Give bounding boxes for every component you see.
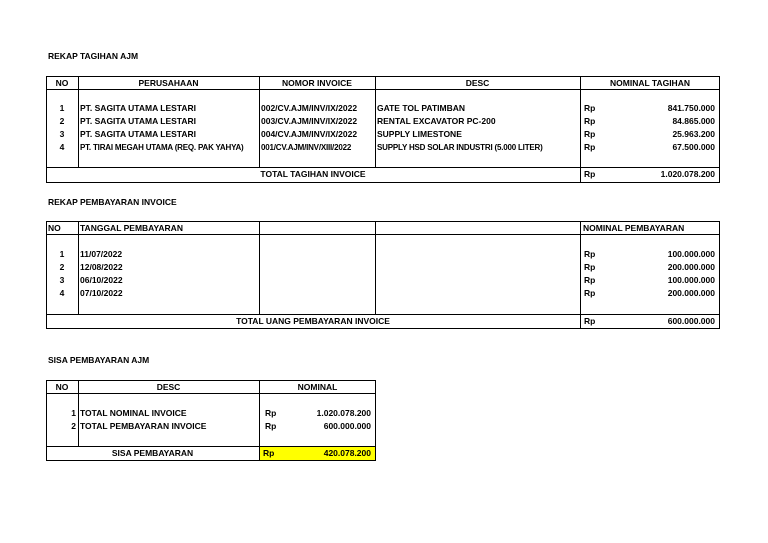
- header-nominal: NOMINAL: [297, 382, 338, 392]
- row-currency: Rp: [265, 408, 277, 418]
- row-no: 3: [59, 275, 65, 285]
- row-amount: 200.000.000: [667, 262, 715, 272]
- section3-title: SISA PEMBAYARAN AJM: [48, 355, 150, 365]
- row-desc: RENTAL EXCAVATOR PC-200: [377, 116, 496, 126]
- header-desc: DESC: [156, 382, 181, 392]
- row-amount: 200.000.000: [667, 288, 715, 298]
- row-perusahaan: PT. SAGITA UTAMA LESTARI: [80, 129, 197, 139]
- row-tanggal: 06/10/2022: [80, 275, 123, 285]
- header-no: NO: [55, 382, 69, 392]
- row-currency: Rp: [584, 249, 596, 259]
- row-invoice: 002/CV.AJM/INV/IX/2022: [261, 103, 358, 113]
- row-currency: Rp: [584, 142, 596, 152]
- row-no: 1: [71, 408, 76, 418]
- total-pembayaran-currency: Rp: [584, 316, 596, 326]
- sisa-pembayaran-label: SISA PEMBAYARAN: [111, 448, 194, 458]
- row-no: 2: [59, 262, 65, 272]
- row-currency: Rp: [584, 103, 596, 113]
- row-amount: 84.865.000: [672, 116, 715, 126]
- row-invoice: 004/CV.AJM/INV/IX/2022: [261, 129, 358, 139]
- header-nominal-pembayaran: NOMINAL PEMBAYARAN: [583, 223, 685, 233]
- row-amount: 100.000.000: [667, 275, 715, 285]
- row-desc: SUPPLY LIMESTONE: [377, 129, 462, 139]
- row-perusahaan: PT. TIRAI MEGAH UTAMA (REQ. PAK YAHYA): [80, 143, 244, 152]
- row-desc: TOTAL PEMBAYARAN INVOICE: [80, 421, 207, 431]
- row-amount: 100.000.000: [667, 249, 715, 259]
- total-tagihan-currency: Rp: [584, 169, 596, 179]
- row-amount: 600.000.000: [323, 421, 371, 431]
- row-currency: Rp: [584, 129, 596, 139]
- section2-title: REKAP PEMBAYARAN INVOICE: [48, 197, 177, 207]
- total-tagihan-label: TOTAL TAGIHAN INVOICE: [260, 169, 366, 179]
- total-tagihan-amount: 1.020.078.200: [660, 169, 715, 179]
- row-amount: 841.750.000: [667, 103, 715, 113]
- row-invoice: 001/CV.AJM/INV/XIII/2022: [261, 143, 352, 152]
- header-perusahaan: PERUSAHAAN: [138, 78, 199, 88]
- total-pembayaran-label: TOTAL UANG PEMBAYARAN INVOICE: [236, 316, 390, 326]
- row-currency: Rp: [584, 116, 596, 126]
- header-desc: DESC: [465, 78, 490, 88]
- row-tanggal: 07/10/2022: [80, 288, 123, 298]
- row-no: 3: [59, 129, 65, 139]
- row-no: 1: [59, 103, 65, 113]
- section1-title: REKAP TAGIHAN AJM: [48, 51, 139, 61]
- header-no: NO: [55, 78, 69, 88]
- row-no: 2: [59, 116, 65, 126]
- header-tanggal: TANGGAL PEMBAYARAN: [80, 223, 183, 233]
- row-no: 2: [71, 421, 76, 431]
- row-perusahaan: PT. SAGITA UTAMA LESTARI: [80, 116, 197, 126]
- sisa-pembayaran-amount: 420.078.200: [323, 448, 371, 458]
- row-currency: Rp: [584, 262, 596, 272]
- row-tanggal: 11/07/2022: [80, 249, 123, 259]
- row-desc: SUPPLY HSD SOLAR INDUSTRI (5.000 LITER): [377, 143, 543, 152]
- row-desc: TOTAL NOMINAL INVOICE: [80, 408, 187, 418]
- row-tanggal: 12/08/2022: [80, 262, 123, 272]
- row-currency: Rp: [265, 421, 277, 431]
- total-pembayaran-amount: 600.000.000: [667, 316, 715, 326]
- row-invoice: 003/CV.AJM/INV/IX/2022: [261, 116, 358, 126]
- row-currency: Rp: [584, 275, 596, 285]
- header-no: NO: [48, 223, 61, 233]
- row-amount: 67.500.000: [672, 142, 715, 152]
- row-no: 1: [59, 249, 65, 259]
- row-no: 4: [59, 142, 65, 152]
- header-nominal-tagihan: NOMINAL TAGIHAN: [610, 78, 690, 88]
- sisa-pembayaran-currency: Rp: [263, 448, 275, 458]
- row-no: 4: [59, 288, 65, 298]
- row-desc: GATE TOL PATIMBAN: [377, 103, 465, 113]
- row-perusahaan: PT. SAGITA UTAMA LESTARI: [80, 103, 197, 113]
- row-amount: 1.020.078.200: [316, 408, 371, 418]
- row-amount: 25.963.200: [672, 129, 715, 139]
- header-nomor-invoice: NOMOR INVOICE: [282, 78, 352, 88]
- row-currency: Rp: [584, 288, 596, 298]
